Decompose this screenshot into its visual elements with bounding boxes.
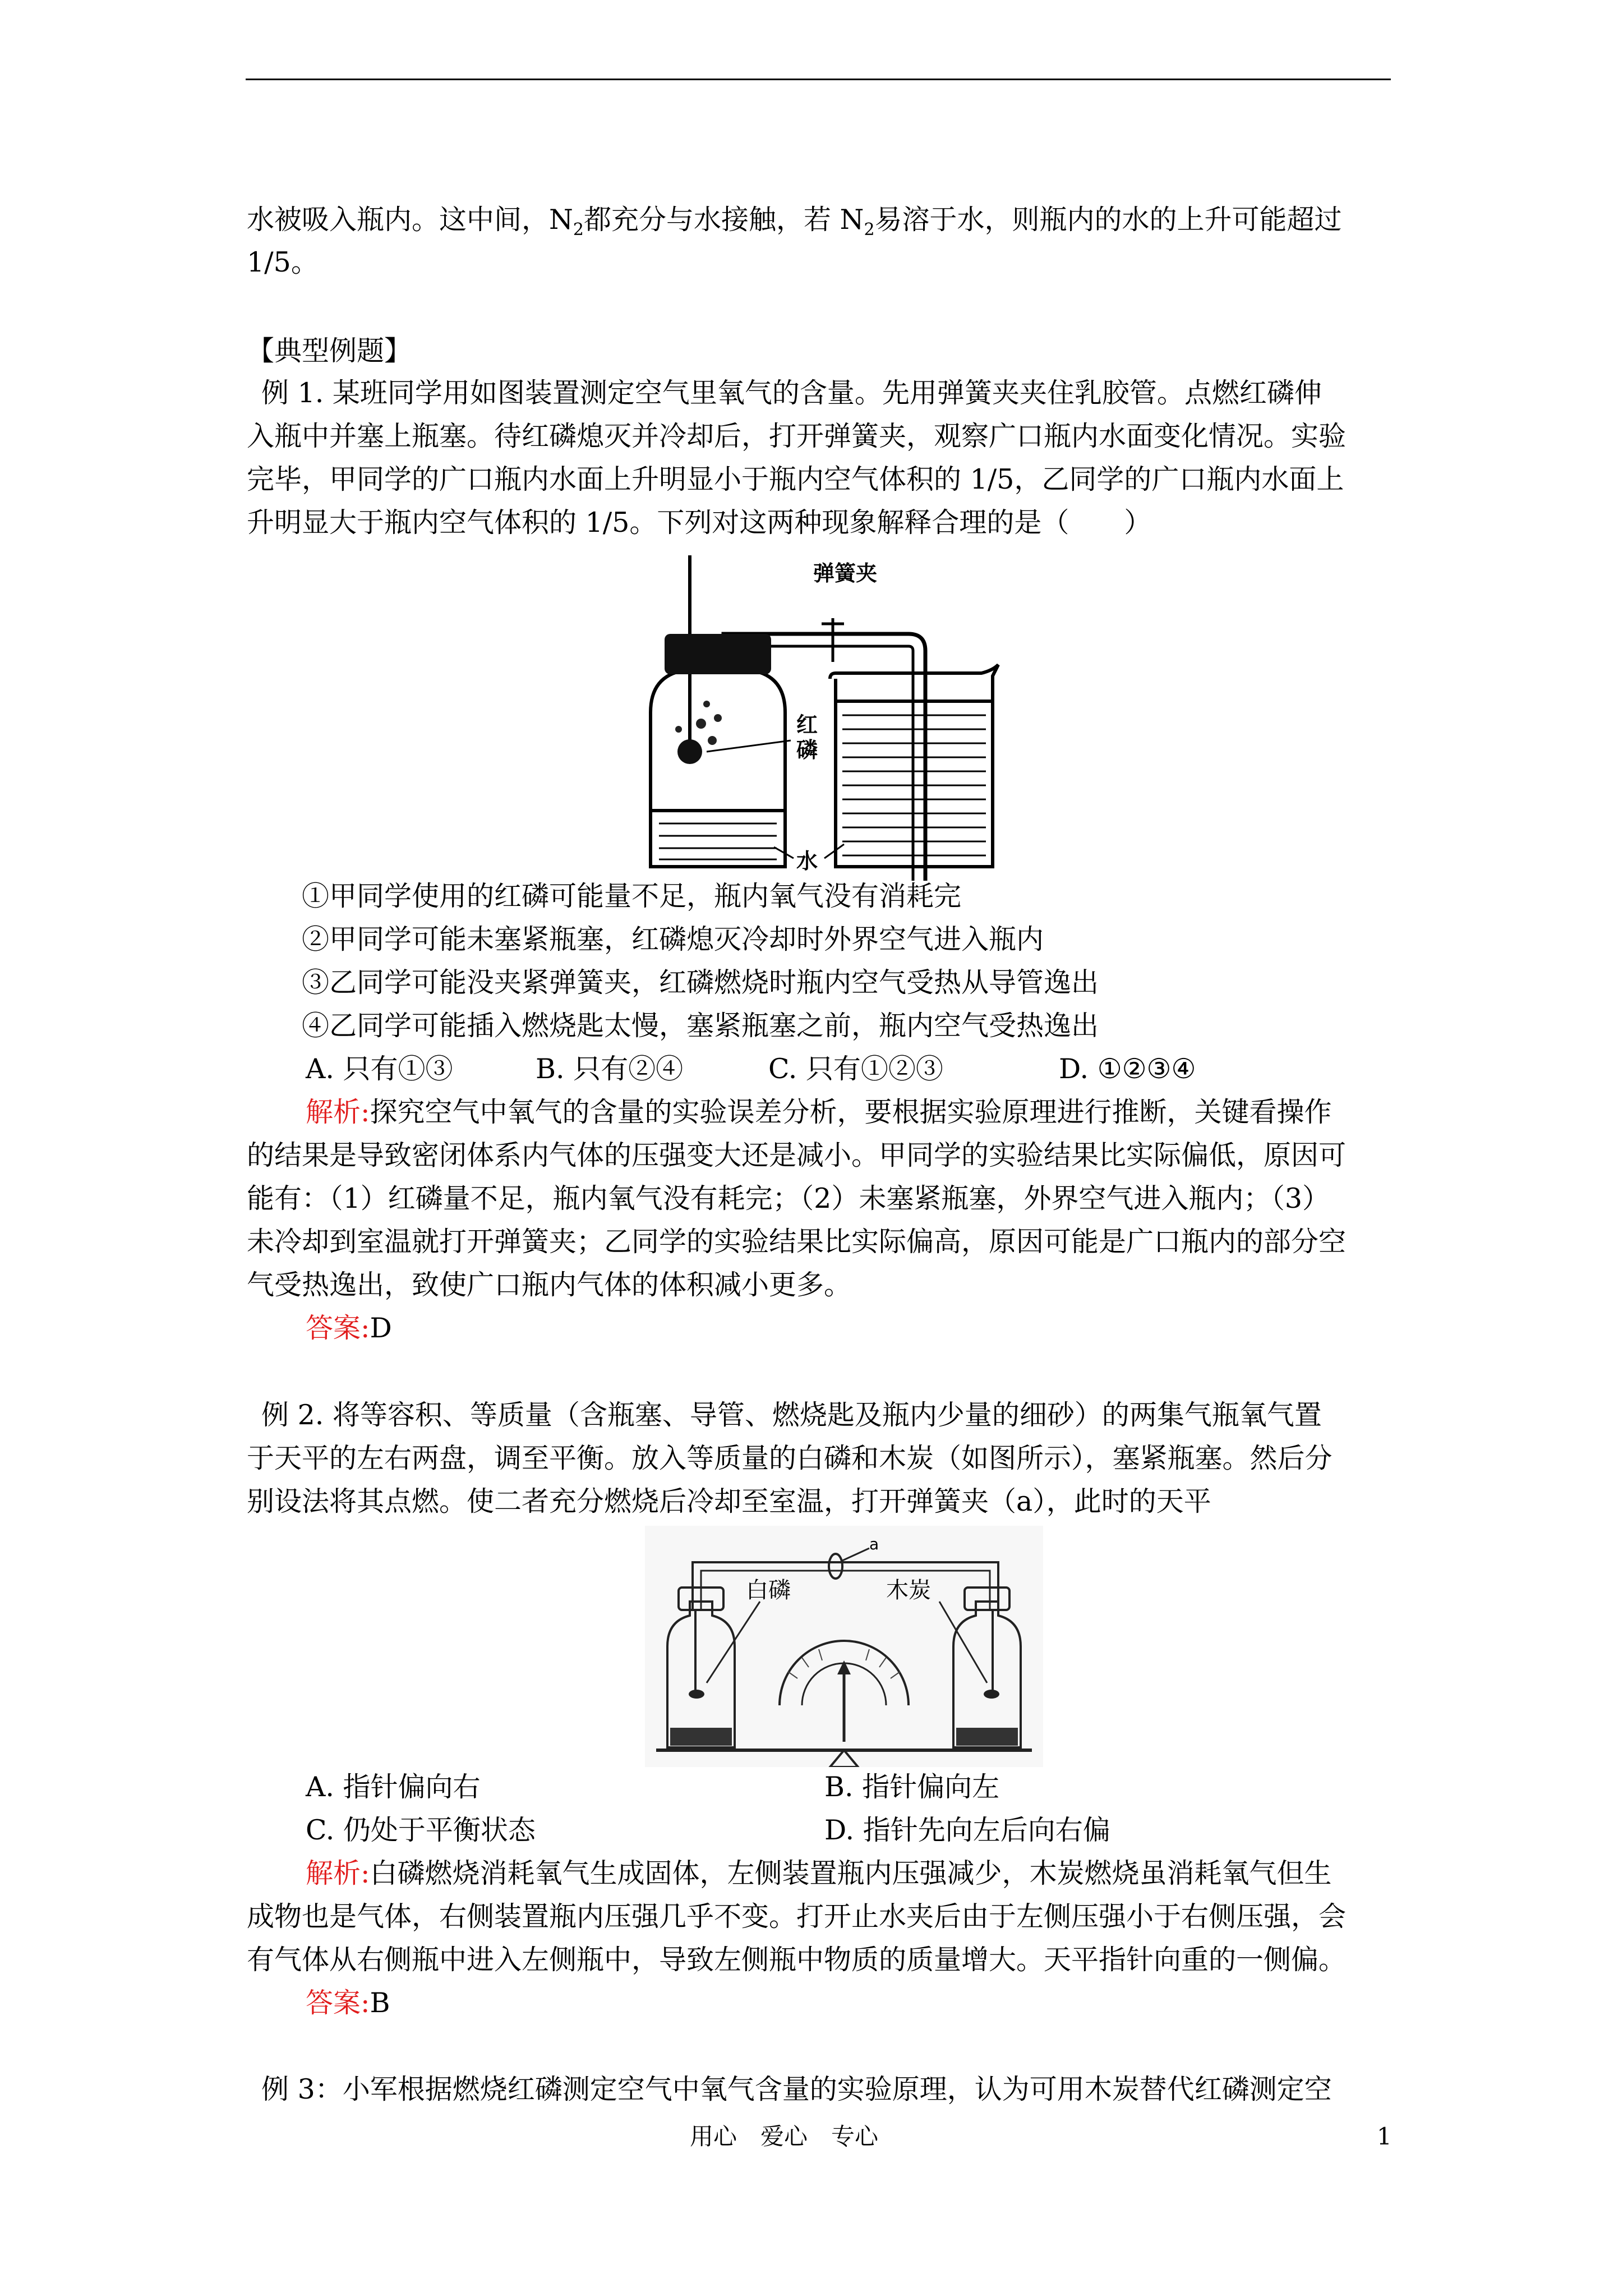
ex1-statement: ④乙同学可能插入燃烧匙太慢，塞紧瓶塞之前，瓶内空气受热逸出	[302, 1010, 1099, 1042]
ex1-option-c: C. 只有①②③	[768, 1053, 943, 1085]
ex1-analysis-line: 能有：（1）红磷量不足，瓶内氧气没有耗完；（2）未塞紧瓶塞，外界空气进入瓶内；（3）	[247, 1182, 1330, 1214]
ex2-line: 例 2. 将等容积、等质量（含瓶塞、导管、燃烧匙及瓶内少量的细砂）的两集气瓶氧气置	[261, 1399, 1322, 1431]
ex2-line: 别设法将其点燃。使二者充分燃烧后冷却至室温，打开弹簧夹（a），此时的天平	[247, 1485, 1211, 1517]
ex1-stopper	[665, 634, 771, 674]
ex1-line: 例 1. 某班同学用如图装置测定空气里氧气的含量。先用弹簧夹夹住乳胶管。点燃红磷伸	[261, 377, 1322, 409]
ex1-label-clip: 弹簧夹	[813, 561, 878, 586]
ex1-option-b: B. 只有②④	[536, 1053, 684, 1085]
ex1-label-phosphorus-1: 红	[796, 712, 818, 737]
ex1-statement: ①甲同学使用的红磷可能量不足，瓶内氧气没有消耗完	[302, 880, 962, 912]
ex2-analysis-line: 成物也是气体，右侧装置瓶内压强几乎不变。打开止水夹后由于左侧压强小于右侧压强，会	[247, 1901, 1347, 1932]
ex1-phosphorus	[677, 739, 702, 764]
header-rule	[246, 79, 1391, 80]
ex2-option-d: D. 指针先向左后向右偏	[824, 1814, 1110, 1846]
ex2-line: 于天平的左右两盘，调至平衡。放入等质量的白磷和木炭（如图所示），塞紧瓶塞。然后分	[247, 1442, 1332, 1474]
ex2-analysis-line: 解析:白磷燃烧消耗氧气生成固体，左侧装置瓶内压强减少，木炭燃烧虽消耗氧气但生	[306, 1857, 1332, 1889]
ex1-analysis-line: 气受热逸出，致使广口瓶内气体的体积减小更多。	[247, 1269, 852, 1301]
ex3-line: 例 3：小军根据燃烧红磷测定空气中氧气含量的实验原理，认为可用木炭替代红磷测定空	[261, 2073, 1332, 2105]
ex2-option-a: A. 指针偏向右	[306, 1771, 481, 1803]
ex2-answer: 答案:B	[306, 1987, 390, 2019]
ex1-analysis-line: 的结果是导致密闭体系内气体的压强变大还是减小。甲同学的实验结果比实际偏低，原因可	[247, 1139, 1347, 1171]
footer-motto: 用心 爱心 专心	[690, 2123, 879, 2150]
ex1-line: 入瓶中并塞上瓶塞。待红磷熄灭并冷却后，打开弹簧夹，观察广口瓶内水面变化情况。实验	[247, 420, 1347, 452]
ex1-statement: ③乙同学可能没夹紧弹簧夹，红磷燃烧时瓶内空气受热从导管逸出	[302, 967, 1099, 999]
ex2-label-white-phosphorus: 白磷	[746, 1577, 791, 1603]
ex1-line: 完毕，甲同学的广口瓶内水面上升明显小于瓶内空气体积的 1/5，乙同学的广口瓶内水面上	[247, 463, 1344, 495]
ex2-analysis-line: 有气体从右侧瓶中进入左侧瓶中，导致左侧瓶中物质的质量增大。天平指针向重的一侧偏。	[247, 1944, 1347, 1976]
ex1-option-d: D. ①②③④	[1059, 1053, 1196, 1085]
ex2-label-charcoal: 木炭	[886, 1577, 931, 1603]
ex2-option-c: C. 仍处于平衡状态	[306, 1814, 536, 1846]
ex1-option-a: A. 只有①③	[306, 1053, 453, 1085]
section-heading: 【典型例题】	[247, 335, 412, 367]
page-number: 1	[1377, 2123, 1392, 2150]
ex2-label-a: a	[869, 1535, 879, 1553]
ex2-analysis-label: 解析:	[306, 1857, 370, 1889]
ex1-label-phosphorus-2: 磷	[796, 738, 818, 762]
ex2-balance-figure	[645, 1526, 1043, 1767]
ex1-line: 升明显大于瓶内空气体积的 1/5。下列对这两种现象解释合理的是（ ）	[247, 507, 1152, 539]
ex1-answer: 答案:D	[306, 1312, 392, 1344]
ex1-analysis-line: 未冷却到室温就打开弹簧夹；乙同学的实验结果比实际偏高，原因可能是广口瓶内的部分空	[247, 1226, 1347, 1258]
ex1-apparatus-figure	[634, 555, 1021, 881]
intro-line-2: 1/5。	[247, 246, 319, 278]
ex2-option-b: B. 指针偏向左	[824, 1771, 1000, 1803]
ex1-statement: ②甲同学可能未塞紧瓶塞，红磷熄灭冷却时外界空气进入瓶内	[302, 923, 1044, 955]
intro-line-1: 水被吸入瓶内。这中间，$N_2$都充分与水接触，若 $N_2$易溶于水，则瓶内的水的上升可能超过	[247, 204, 1342, 240]
ex1-analysis-label: 解析:	[306, 1096, 370, 1128]
ex1-label-water: 水	[796, 849, 818, 873]
ex1-analysis-line: 解析:探究空气中氧气的含量的实验误差分析，要根据实验原理进行推断，关键看操作	[306, 1096, 1332, 1128]
ex1-bottle	[651, 651, 785, 867]
